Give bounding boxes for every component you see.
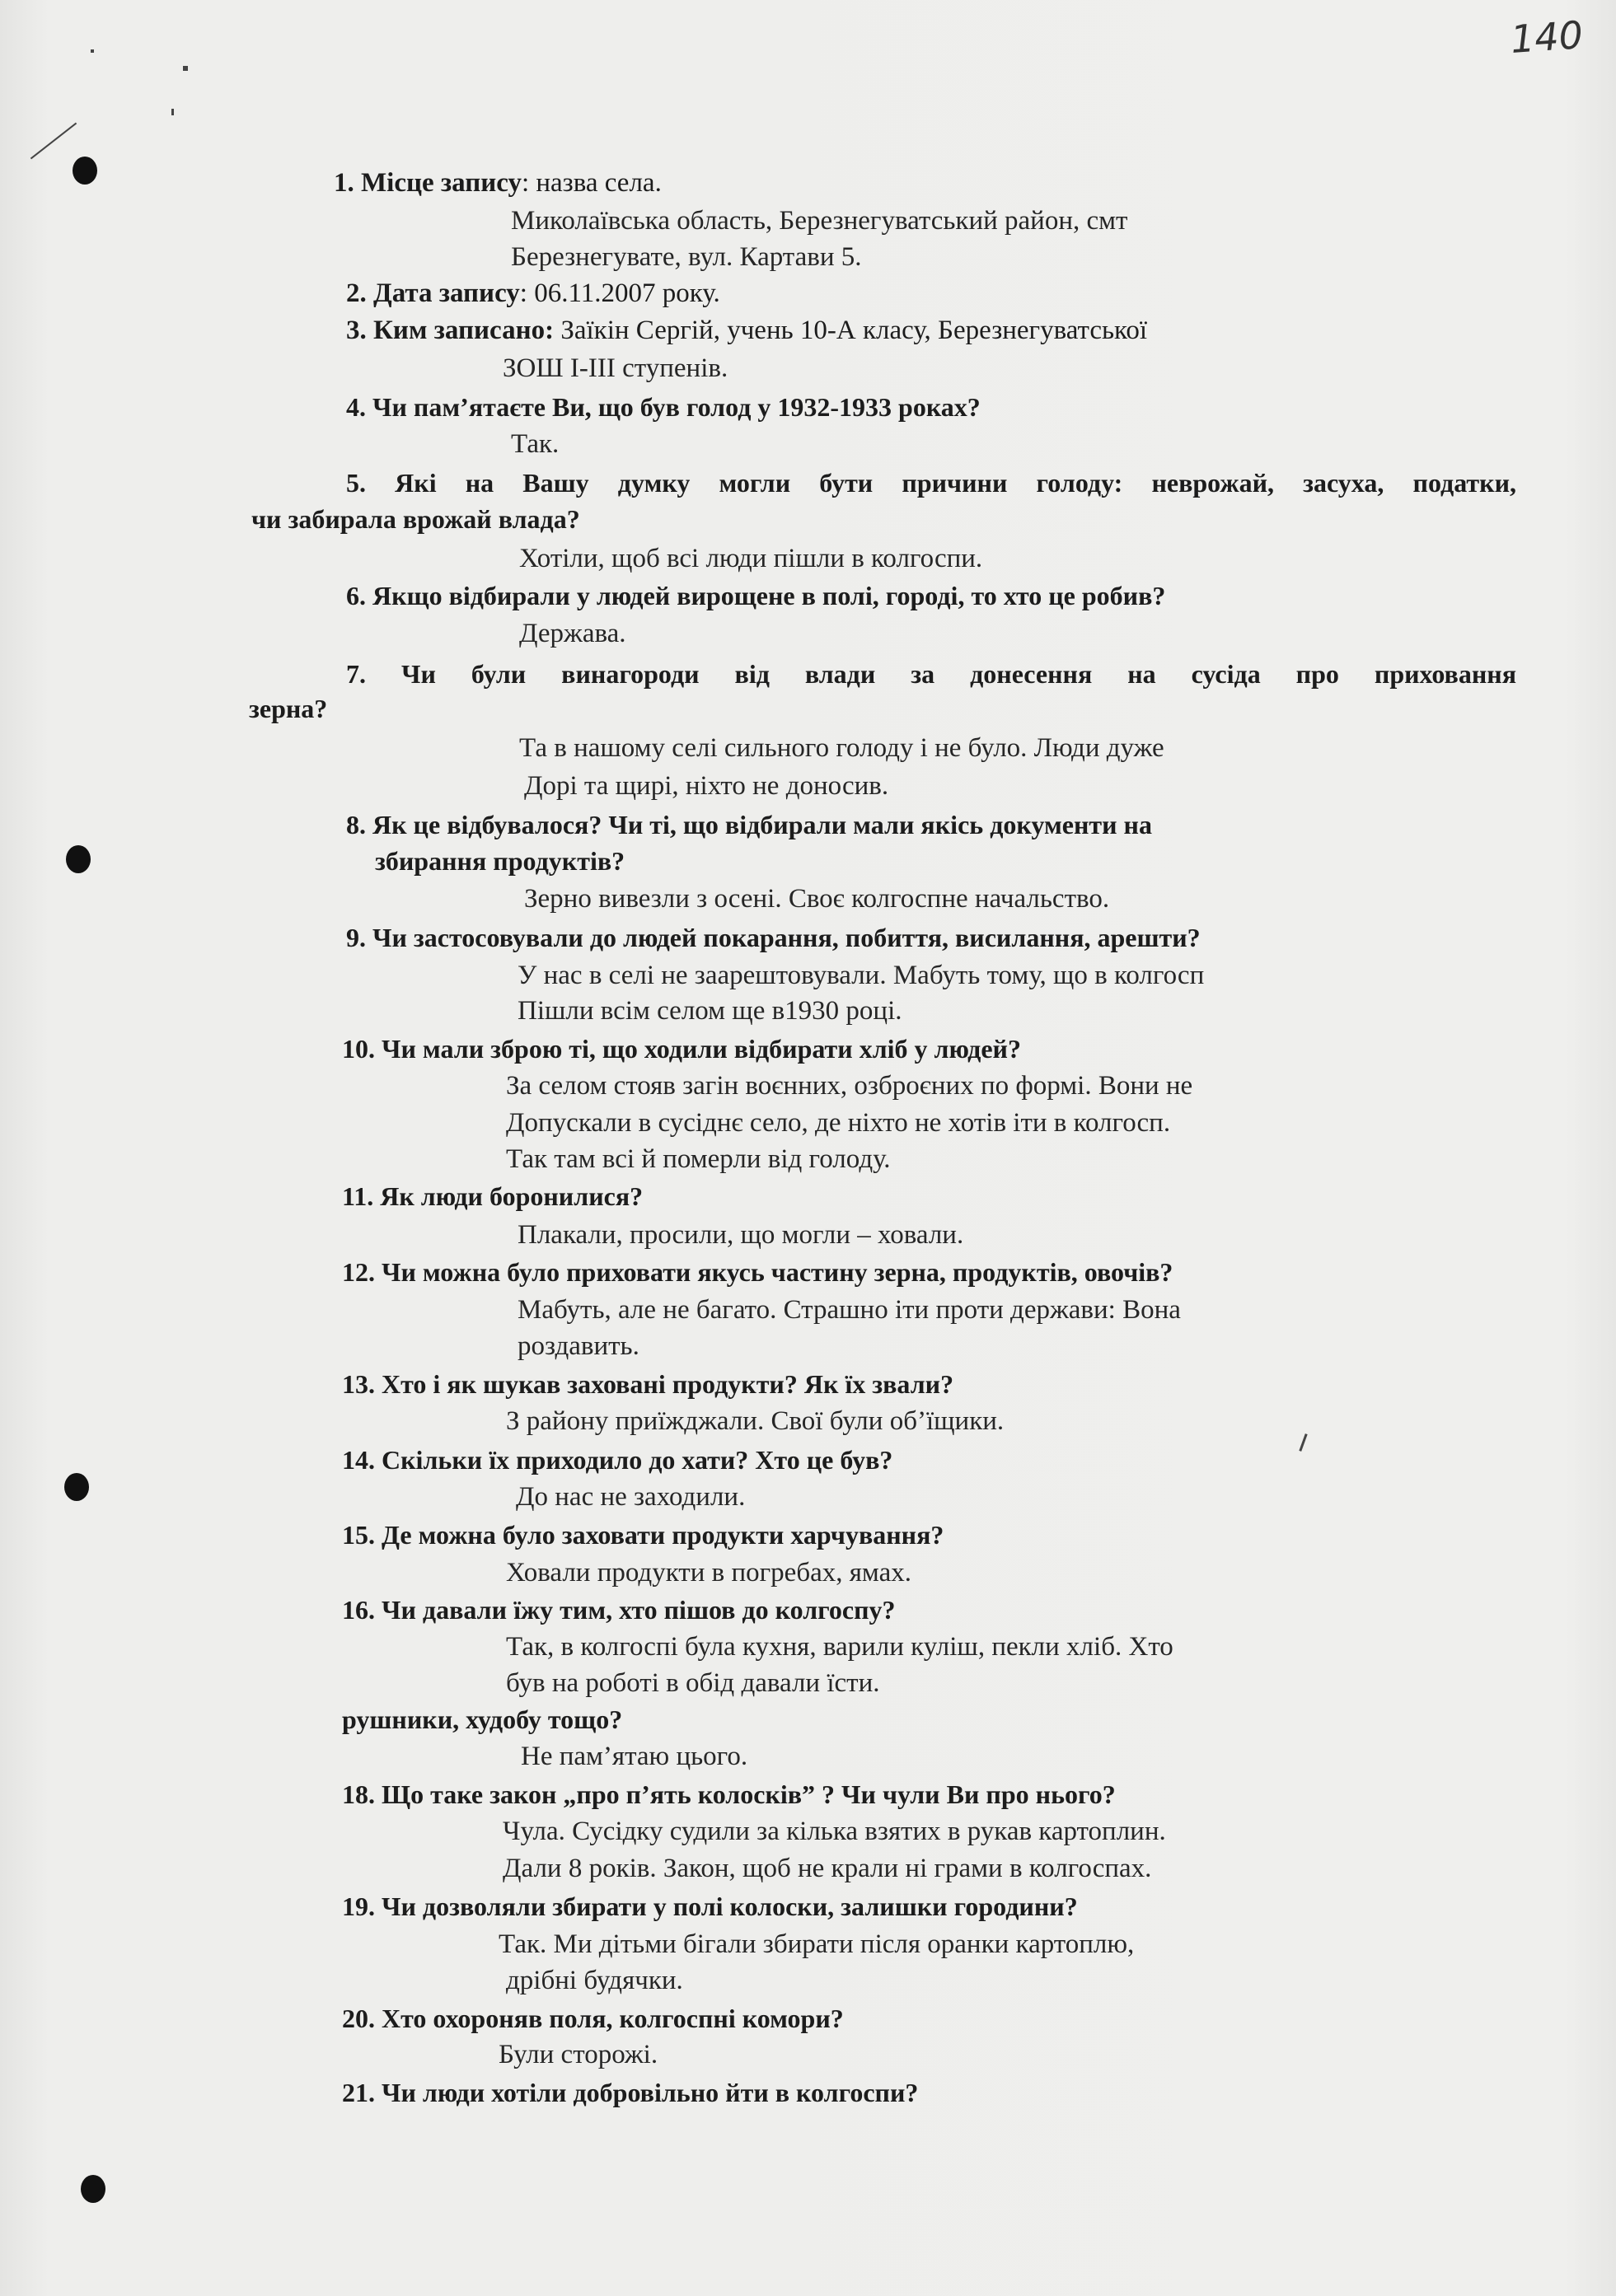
scan-mark (1299, 1433, 1307, 1452)
binder-hole-2 (66, 845, 91, 873)
meta-author-line: ЗОШ I-III ступенів. (503, 353, 728, 383)
question-10: 10. Чи мали зброю ті, що ходили відбирати хліб у людей? (342, 1034, 1021, 1064)
answer-16-line: був на роботі в обід давали їсти. (506, 1668, 880, 1698)
answer-8-line: Зерно вивезли з осені. Своє колгоспне начальство. (524, 884, 1110, 914)
answer-18-line: Дали 8 років. Закон, щоб не крали ні грами в колгоспах. (503, 1854, 1152, 1883)
question-18: 18. Що таке закон „про п’ять колосків” ? Чи чули Ви про нього? (342, 1779, 1116, 1809)
answer-12-line: роздавить. (518, 1331, 639, 1361)
answer-5-line: Хотіли, щоб всі люди пішли в колгоспи. (519, 544, 983, 573)
question-17-fragment: рушники, худобу тощо? (342, 1704, 623, 1734)
meta-author-value: Заїкін Сергій, учень 10-А класу, Березнегуватської (554, 316, 1148, 345)
meta-author-number: 3. (346, 316, 367, 345)
meta-place-line: Березнегувате, вул. Картави 5. (511, 242, 862, 272)
answer-16-line: Так, в колгоспі була кухня, варили куліш, пекли хліб. Хто (506, 1632, 1173, 1662)
scan-mark (30, 123, 77, 160)
answer-10-line: Допускали в сусіднє село, де ніхто не хотів іти в колгосп. (506, 1108, 1171, 1138)
question-14: 14. Скільки їх приходило до хати? Хто це був? (342, 1445, 893, 1475)
answer-6-line: Держава. (519, 619, 626, 648)
question-13: 13. Хто і як шукав заховані продукти? Як їх звали? (342, 1369, 954, 1399)
answer-4-line: Так. (511, 429, 560, 459)
question-20: 20. Хто охороняв поля, колгоспні комори? (342, 2004, 844, 2033)
question-21: 21. Чи люди хотіли добровільно йти в колгоспи? (342, 2078, 919, 2107)
answer-20-line: Були сторожі. (499, 2040, 658, 2069)
answer-17-line: Не пам’ятаю цього. (521, 1742, 748, 1771)
meta-date-label: Дата запису (373, 278, 520, 308)
answer-19-line: Так. Ми дітьми бігали збирати після оранки картоплю, (499, 1929, 1135, 1959)
answer-19-line: дрібні будячки. (506, 1966, 683, 1995)
answer-7-line: Дорі та щирі, ніхто не доносив. (524, 771, 889, 801)
answer-9-line: У нас в селі не заарештовували. Мабуть тому, що в колгосп (518, 961, 1205, 990)
question-6: 6. Якщо відбирали у людей вирощене в полі, городі, то хто це робив? (346, 581, 1166, 610)
meta-author-label: Ким записано: (373, 316, 555, 345)
meta-place-number: 1. (334, 168, 354, 198)
binder-hole-1 (73, 157, 97, 185)
page-number: 140 (1509, 12, 1585, 62)
question-8-cont: збирання продуктів? (375, 846, 625, 876)
answer-10-line: За селом стояв загін воєнних, озброєних по формі. Вони не (506, 1071, 1193, 1101)
scan-mark (171, 109, 174, 115)
question-15: 15. Де можна було заховати продукти харчування? (342, 1520, 944, 1550)
answer-12-line: Мабуть, але не багато. Страшно іти проти держави: Вона (518, 1295, 1181, 1325)
question-9: 9. Чи застосовували до людей покарання, побиття, висилання, арешти? (346, 923, 1201, 952)
meta-place-label: Місце запису (361, 168, 522, 198)
question-5: 5. Які на Вашу думку могли бути причини голоду: неврожай, засуха, податки, (346, 468, 1516, 498)
binder-hole-4 (81, 2175, 105, 2203)
meta-date-value: : 06.11.2007 року. (519, 278, 720, 308)
question-5-cont: чи забирала врожай влада? (251, 504, 580, 534)
binder-hole-3 (64, 1473, 89, 1501)
meta-date (346, 277, 720, 310)
question-11: 11. Як люди боронилися? (342, 1181, 644, 1211)
answer-9-line: Пішли всім селом ще в1930 році. (518, 996, 902, 1026)
meta-place-value: : назва села. (521, 168, 662, 198)
meta-place (334, 166, 662, 199)
answer-11-line: Плакали, просили, що могли – ховали. (518, 1220, 964, 1250)
question-4: 4. Чи пам’ятаєте Ви, що був голод у 1932-1933 роках? (346, 392, 981, 422)
question-7: 7. Чи були винагороди від влади за донесення на сусіда про приховання (346, 659, 1516, 689)
meta-place-line: Миколаївська область, Березнегуватський район, смт (511, 206, 1128, 236)
answer-14-line: До нас не заходили. (516, 1482, 746, 1512)
question-7-cont: зерна? (249, 694, 328, 723)
answer-15-line: Ховали продукти в погребах, ямах. (506, 1558, 911, 1588)
question-16: 16. Чи давали їжу тим, хто пішов до колгоспу? (342, 1595, 896, 1625)
meta-author (346, 314, 1147, 347)
answer-18-line: Чула. Сусідку судили за кілька взятих в рукав картоплин. (503, 1817, 1166, 1846)
answer-13-line: З району приїжджали. Свої були об’їщики. (506, 1406, 1005, 1436)
meta-date-number: 2. (346, 278, 367, 308)
answer-7-line: Та в нашому селі сильного голоду і не було. Люди дуже (519, 733, 1164, 763)
question-12: 12. Чи можна було приховати якусь частину зерна, продуктів, овочів? (342, 1257, 1173, 1287)
scan-mark (183, 66, 188, 71)
question-19: 19. Чи дозволяли збирати у полі колоски, залишки городини? (342, 1892, 1078, 1921)
answer-10-line: Так там всі й померли від голоду. (506, 1144, 891, 1174)
question-8: 8. Як це відбувалося? Чи ті, що відбирали мали якісь документи на (346, 810, 1152, 839)
scan-mark (91, 49, 94, 53)
